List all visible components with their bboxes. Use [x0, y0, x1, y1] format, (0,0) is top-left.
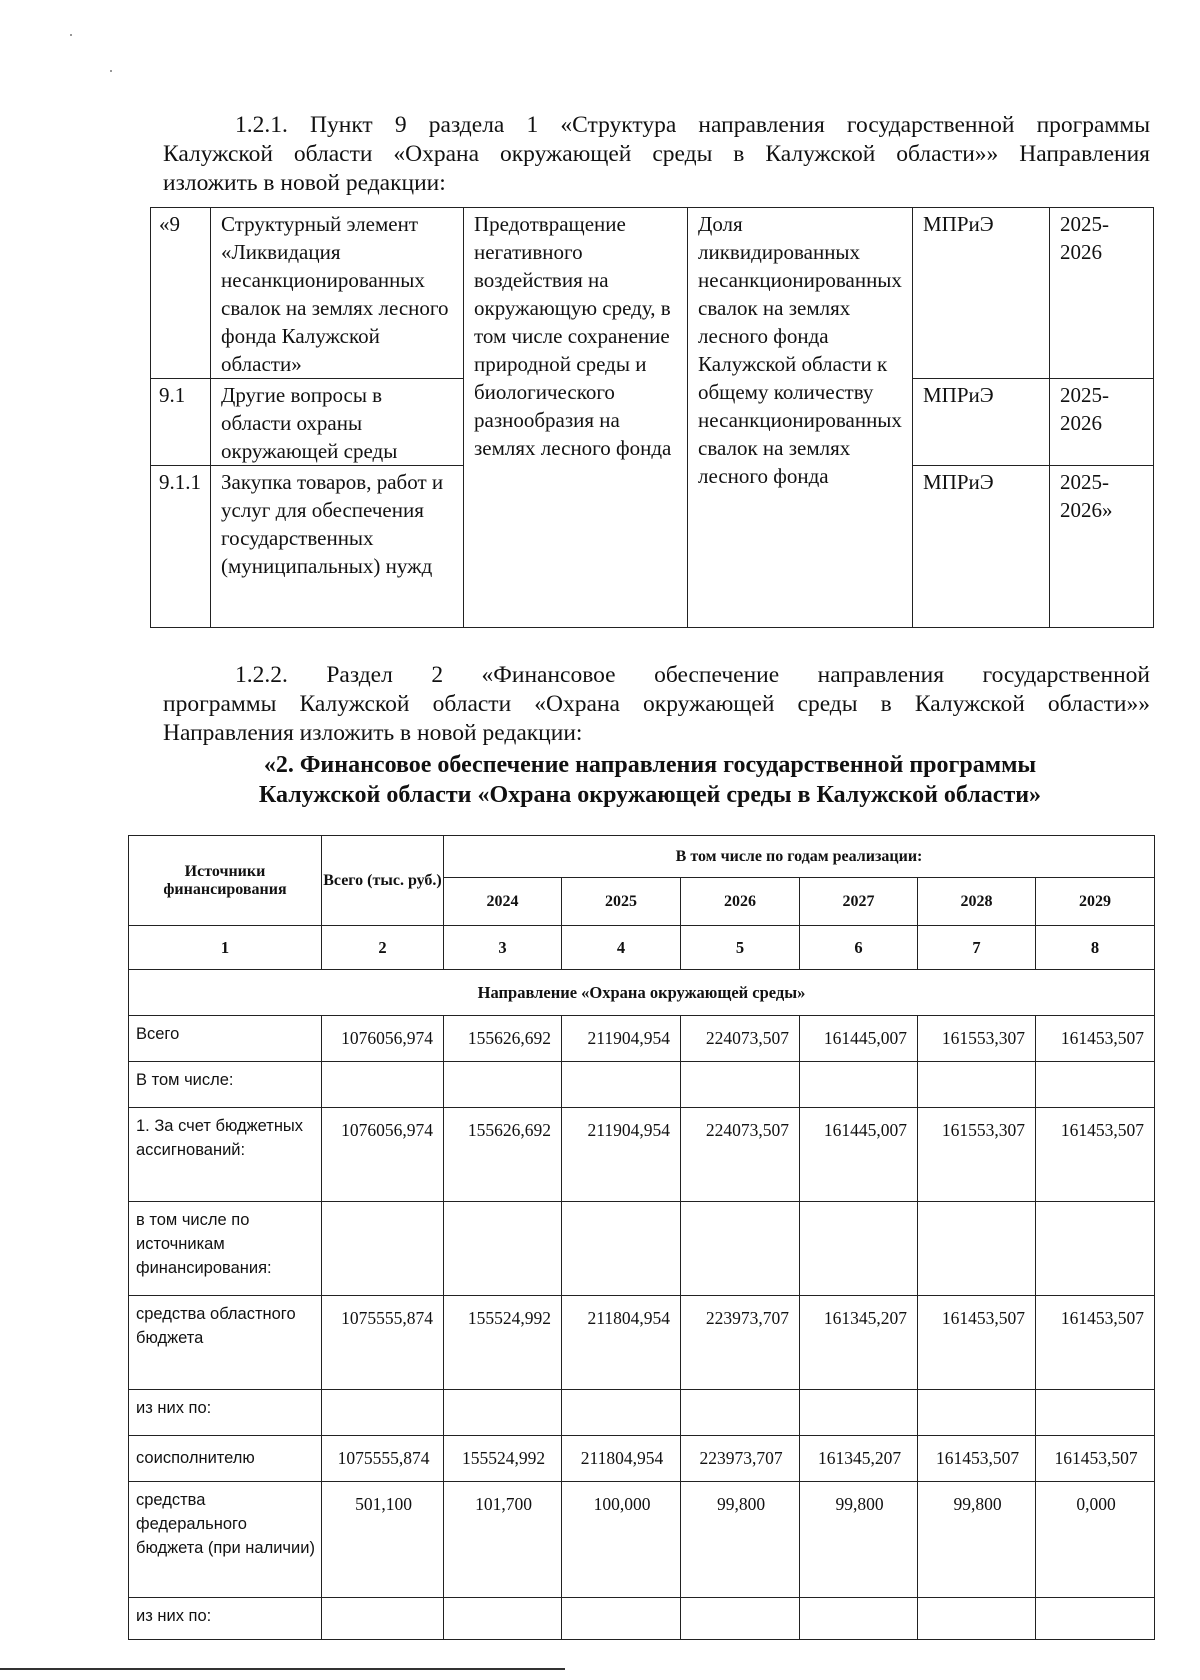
cell-value: 155524,992: [444, 1436, 562, 1482]
cell-value: [681, 1062, 800, 1108]
row-label: из них по:: [129, 1598, 322, 1640]
executor-cell: МПРиЭ: [913, 379, 1050, 466]
cell-value: [322, 1390, 444, 1436]
task-cell: Предотвращение негативного воздействия на окружающую среду, в том числе сохранение природной среды и биологического разнообразия на землях лесного фонда: [464, 208, 688, 628]
cell-value: 161345,207: [800, 1296, 918, 1390]
row-number: 9.1: [151, 379, 211, 466]
cell-value: [918, 1598, 1036, 1640]
header-source: Источники финансирования: [129, 836, 322, 926]
years-cell: 2025-2026: [1050, 208, 1154, 379]
table-row: [129, 1202, 1155, 1296]
cell-value: [444, 1062, 562, 1108]
table-row: [129, 1016, 1155, 1062]
cell-value: 501,100: [322, 1482, 444, 1598]
cell-value: [918, 1202, 1036, 1296]
table-row: [151, 208, 1154, 379]
cell-value: 161453,507: [918, 1296, 1036, 1390]
row-label: средства федерального бюджета (при наличии): [129, 1482, 322, 1598]
header-year: 2026: [681, 878, 800, 926]
cell-value: [800, 1062, 918, 1108]
cell-value: 224073,507: [681, 1016, 800, 1062]
cell-value: [322, 1202, 444, 1296]
header-year: 2028: [918, 878, 1036, 926]
indicator-cell: Доля ликвидированных несанкционированных свалок на землях лесного фонда Калужской области к общему количеству несанкционированных свалок на землях лесного фонда: [688, 208, 913, 628]
column-index: 6: [800, 926, 918, 970]
row-number: 9.1.1: [151, 466, 211, 628]
cell-value: [681, 1390, 800, 1436]
cell-value: [562, 1062, 681, 1108]
cell-value: 155626,692: [444, 1108, 562, 1202]
header-total: Всего (тыс. руб.): [322, 836, 444, 926]
cell-value: 211904,954: [562, 1016, 681, 1062]
column-index: 8: [1036, 926, 1155, 970]
table-row: [129, 1482, 1155, 1598]
column-index: 3: [444, 926, 562, 970]
cell-value: [918, 1062, 1036, 1108]
table-row: [129, 1296, 1155, 1390]
cell-value: [444, 1390, 562, 1436]
row-label: Всего: [129, 1016, 322, 1062]
cell-value: 161453,507: [1036, 1436, 1155, 1482]
cell-value: 223973,707: [681, 1296, 800, 1390]
cell-value: 161445,007: [800, 1016, 918, 1062]
cell-value: [681, 1202, 800, 1296]
section-title: Направление «Охрана окружающей среды»: [129, 970, 1155, 1016]
cell-value: 1076056,974: [322, 1108, 444, 1202]
cell-value: 1075555,874: [322, 1296, 444, 1390]
header-years-group: В том числе по годам реализации:: [444, 836, 1155, 878]
cell-value: [444, 1598, 562, 1640]
column-index: 7: [918, 926, 1036, 970]
cell-value: 161553,307: [918, 1016, 1036, 1062]
table-row: [129, 1390, 1155, 1436]
cell-value: 155524,992: [444, 1296, 562, 1390]
cell-value: 1075555,874: [322, 1436, 444, 1482]
financing-table: [128, 835, 1155, 1640]
table-row: [129, 1598, 1155, 1640]
cell-value: [322, 1062, 444, 1108]
cell-value: [1036, 1062, 1155, 1108]
row-label: в том числе по источникам финансирования:: [129, 1202, 322, 1296]
column-index: 4: [562, 926, 681, 970]
cell-value: 211804,954: [562, 1436, 681, 1482]
cell-value: [322, 1598, 444, 1640]
row-label: средства областного бюджета: [129, 1296, 322, 1390]
paragraph-1-2-2: 1.2.2. Раздел 2 «Финансовое обеспечение направления государственной программы Калужской области «Охрана окружающей среды в Калужской области»» Направления изложить в новой редакции:: [163, 662, 1150, 746]
column-index-row: [129, 926, 1155, 970]
footnote-rule: [0, 1668, 565, 1670]
structure-element: Закупка товаров, работ и услуг для обеспечения государственных (муниципальных) нужд: [211, 466, 464, 628]
paragraph-1-2-1: 1.2.1. Пункт 9 раздела 1 «Структура направления государственной программы Калужской области «Охрана окружающей среды в Калужской области»» Направления изложить в новой редакции:: [163, 112, 1150, 196]
column-index: 2: [322, 926, 444, 970]
section-heading: «2. Финансовое обеспечение направления государственной программы Калужской области «Охрана окружающей среды в Калужской области»: [258, 752, 1042, 808]
cell-value: [562, 1390, 681, 1436]
cell-value: [1036, 1598, 1155, 1640]
structure-table: [150, 207, 1154, 628]
column-index: 1: [129, 926, 322, 970]
cell-value: 161553,307: [918, 1108, 1036, 1202]
cell-value: [918, 1390, 1036, 1436]
header-year: 2025: [562, 878, 681, 926]
cell-value: 211804,954: [562, 1296, 681, 1390]
scan-speck: [110, 70, 112, 72]
row-label: из них по:: [129, 1390, 322, 1436]
cell-value: [800, 1390, 918, 1436]
row-label: 1. За счет бюджетных ассигнований:: [129, 1108, 322, 1202]
structure-element: Структурный элемент «Ликвидация несанкционированных свалок на землях лесного фонда Калужской области»: [211, 208, 464, 379]
cell-value: [681, 1598, 800, 1640]
cell-value: 223973,707: [681, 1436, 800, 1482]
header-year: 2024: [444, 878, 562, 926]
cell-value: 100,000: [562, 1482, 681, 1598]
table-row: [129, 1108, 1155, 1202]
cell-value: [800, 1202, 918, 1296]
cell-value: [562, 1202, 681, 1296]
cell-value: [800, 1598, 918, 1640]
header-row: [129, 836, 1155, 878]
row-label: В том числе:: [129, 1062, 322, 1108]
cell-value: 161453,507: [1036, 1016, 1155, 1062]
cell-value: 155626,692: [444, 1016, 562, 1062]
table-row: [129, 1436, 1155, 1482]
executor-cell: МПРиЭ: [913, 208, 1050, 379]
cell-value: 99,800: [800, 1482, 918, 1598]
cell-value: [444, 1202, 562, 1296]
cell-value: 161345,207: [800, 1436, 918, 1482]
row-number: «9: [151, 208, 211, 379]
years-cell: 2025-2026»: [1050, 466, 1154, 628]
column-index: 5: [681, 926, 800, 970]
row-label: соисполнителю: [129, 1436, 322, 1482]
cell-value: [1036, 1390, 1155, 1436]
header-year: 2029: [1036, 878, 1155, 926]
cell-value: [1036, 1202, 1155, 1296]
cell-value: 161453,507: [1036, 1108, 1155, 1202]
structure-element: Другие вопросы в области охраны окружающей среды: [211, 379, 464, 466]
scan-speck: [70, 34, 72, 36]
cell-value: 224073,507: [681, 1108, 800, 1202]
cell-value: 161453,507: [1036, 1296, 1155, 1390]
years-cell: 2025-2026: [1050, 379, 1154, 466]
section-row: [129, 970, 1155, 1016]
table-row: [129, 1062, 1155, 1108]
cell-value: 161453,507: [918, 1436, 1036, 1482]
cell-value: [562, 1598, 681, 1640]
cell-value: 161445,007: [800, 1108, 918, 1202]
cell-value: 1076056,974: [322, 1016, 444, 1062]
cell-value: 99,800: [681, 1482, 800, 1598]
executor-cell: МПРиЭ: [913, 466, 1050, 628]
cell-value: 99,800: [918, 1482, 1036, 1598]
cell-value: 211904,954: [562, 1108, 681, 1202]
cell-value: 0,000: [1036, 1482, 1155, 1598]
header-year: 2027: [800, 878, 918, 926]
cell-value: 101,700: [444, 1482, 562, 1598]
